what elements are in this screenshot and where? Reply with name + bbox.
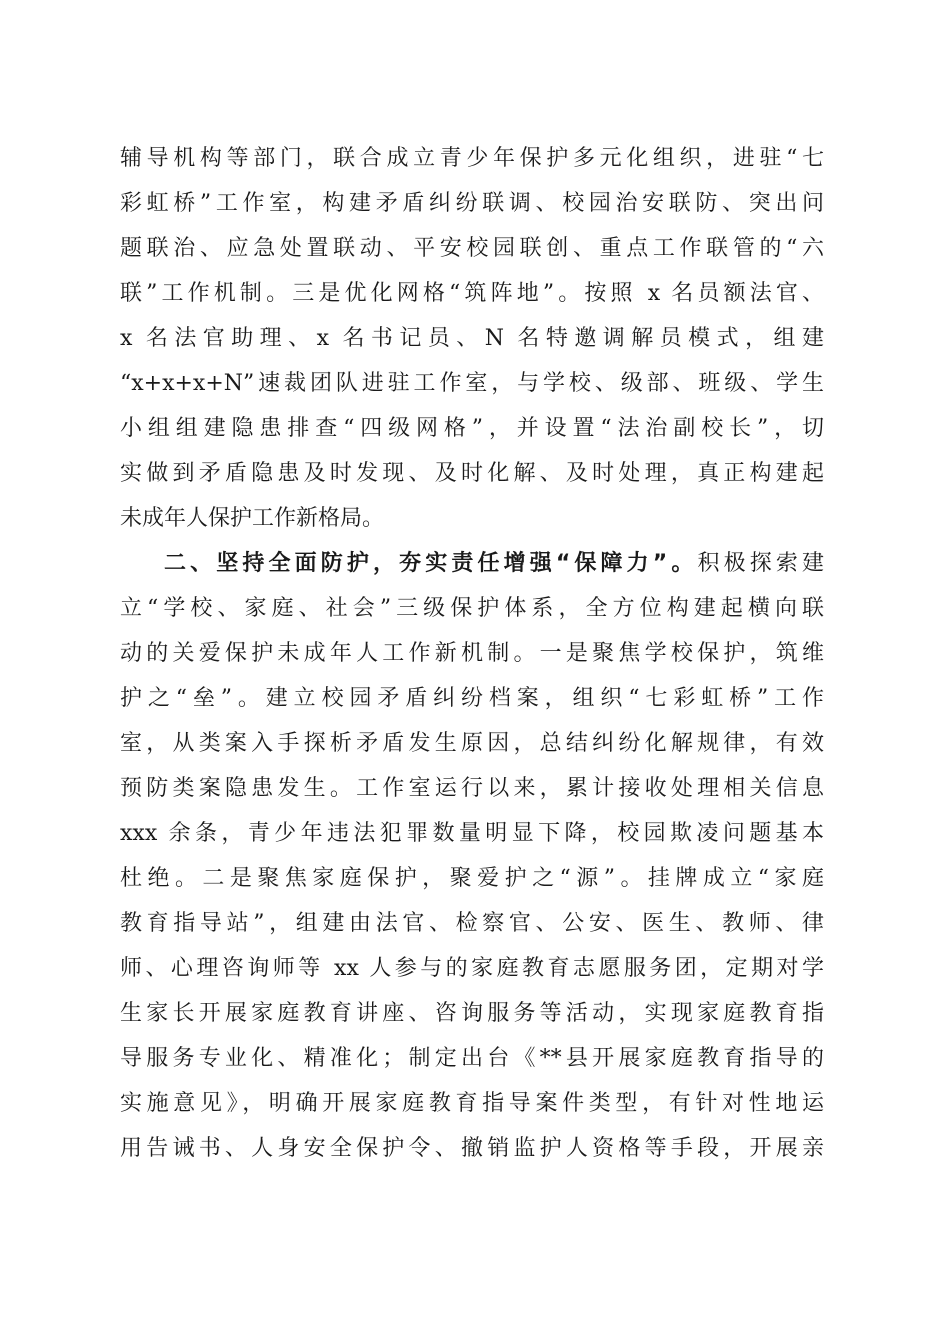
text-line: 导服务专业化、精准化；制定出台《**县开展家庭教育指导的 [120,1046,824,1071]
text-line: 立“学校、家庭、社会”三级保护体系，全方位构建起横向联 [120,596,824,621]
section-heading: 二、坚持全面防护，夯实责任增强“保障力”。 [164,551,698,576]
heading-continuation: 积极探索建 [697,551,824,576]
paragraph-2 [120,541,824,1171]
text-line: 生家长开展家庭教育讲座、咨询服务等活动，实现家庭教育指 [120,1001,824,1026]
text-line: 辅导机构等部门，联合成立青少年保护多元化组织，进驻“七 [120,146,824,171]
text-line: 彩虹桥”工作室，构建矛盾纠纷联调、校园治安联防、突出问 [120,191,824,216]
text-line: 题联治、应急处置联动、平安校园联创、重点工作联管的“六 [120,236,824,261]
text-line: xxx 余条，青少年违法犯罪数量明显下降，校园欺凌问题基本 [120,821,824,846]
text-line: 师、心理咨询师等 xx 人参与的家庭教育志愿服务团，定期对学 [120,956,824,981]
text-line: 实做到矛盾隐患及时发现、及时化解、及时处理，真正构建起 [120,461,824,486]
text-line: 预防类案隐患发生。工作室运行以来，累计接收处理相关信息 [120,776,824,801]
text-line: 护之“垒”。建立校园矛盾纠纷档案，组织“七彩虹桥”工作 [120,686,824,711]
text-line: 教育指导站”，组建由法官、检察官、公安、医生、教师、律 [120,911,824,936]
paragraph-1 [120,136,824,541]
text-line: 小组组建隐患排查“四级网格”，并设置“法治副校长”，切 [120,416,824,441]
text-line: 用告诫书、人身安全保护令、撤销监护人资格等手段，开展亲 [120,1136,824,1161]
text-line: 实施意见》，明确开展家庭教育指导案件类型，有针对性地运 [120,1091,824,1116]
text-line: 未成年人保护工作新格局。 [120,506,385,531]
text-line: x 名法官助理、x 名书记员、N 名特邀调解员模式，组建 [120,326,824,351]
document-body [120,136,824,1171]
text-line: 杜绝。二是聚焦家庭保护，聚爱护之“源”。挂牌成立“家庭 [120,866,824,891]
paragraph-2-first-line [120,541,824,586]
text-line: 室，从类案入手探析矛盾发生原因，总结纠纷化解规律，有效 [120,731,824,756]
text-line: 联”工作机制。三是优化网格“筑阵地”。按照 x 名员额法官、 [120,281,824,306]
text-line: “x+x+x+N”速裁团队进驻工作室，与学校、级部、班级、学生 [120,371,824,396]
text-line: 动的关爱保护未成年人工作新机制。一是聚焦学校保护，筑维 [120,641,824,666]
